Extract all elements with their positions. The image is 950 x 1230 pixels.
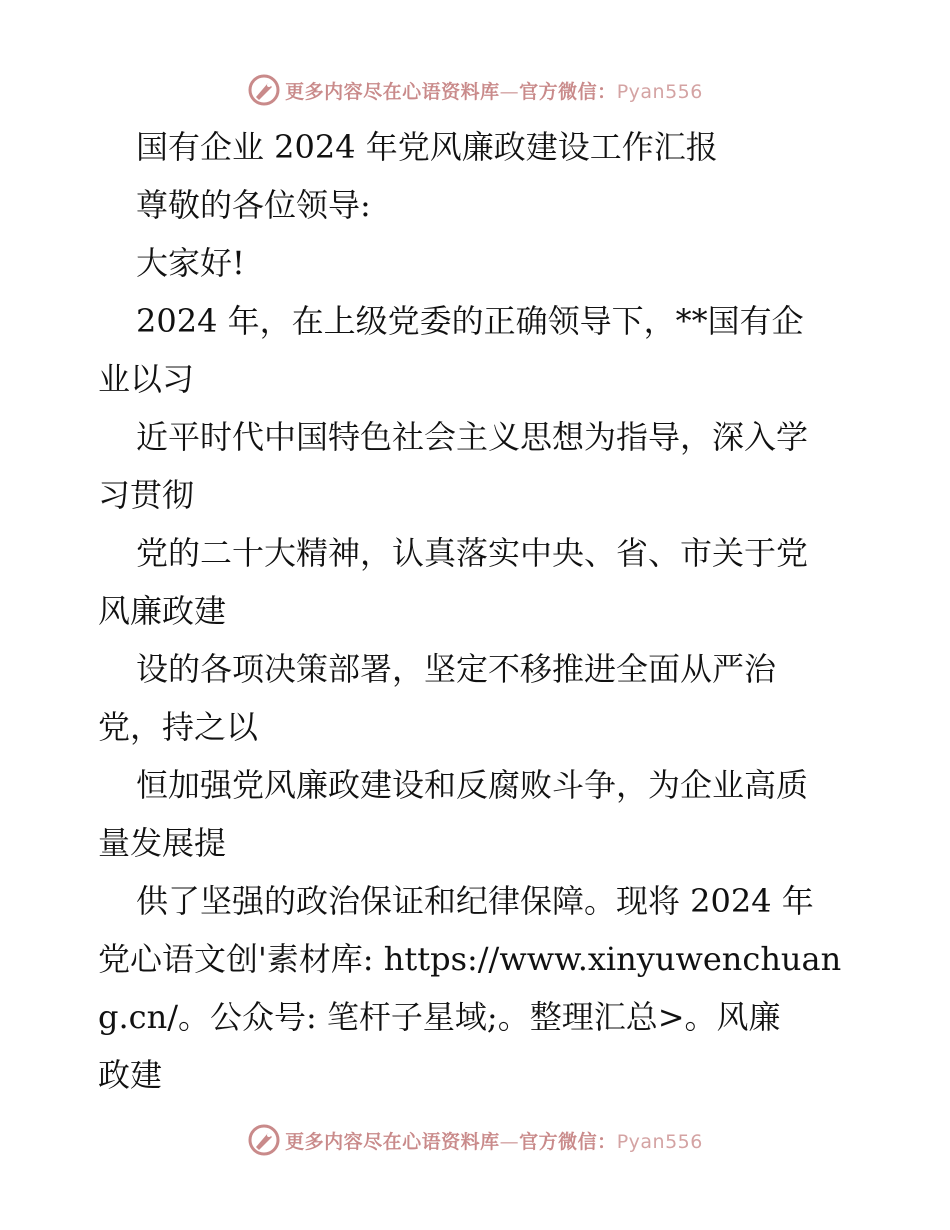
paragraph-line: g.cn/。公众号: 笔杆子星域;。整理汇总>。风廉	[98, 998, 781, 1036]
footer-watermark	[0, 1120, 950, 1160]
paragraph-line: 供了坚强的政治保证和纪律保障。现将 2024 年	[136, 882, 814, 920]
paragraph-line: 业以习	[98, 360, 195, 398]
document-body	[98, 118, 858, 1104]
paragraph-line: 量发展提	[98, 824, 227, 862]
paragraph-line: 近平时代中国特色社会主义思想为指导，深入学	[136, 418, 809, 456]
paragraph-line: 党，持之以	[98, 708, 259, 746]
paragraph-line: 政建	[98, 1056, 163, 1094]
watermark-text: 更多内容尽在心语资料库—官方微信：Pyan556	[285, 1130, 703, 1153]
pen-nib-circle-icon	[247, 73, 281, 107]
header-watermark	[0, 70, 950, 110]
paragraph-line: 党的二十大精神，认真落实中央、省、市关于党	[136, 534, 809, 572]
paragraph-line: 2024 年，在上级党委的正确领导下，**国有企	[136, 302, 804, 340]
paragraph-line: 恒加强党风廉政建设和反腐败斗争，为企业高质	[136, 766, 809, 804]
greeting: 大家好!	[136, 244, 245, 282]
paragraph-line: 习贯彻	[98, 476, 195, 514]
watermark-text: 更多内容尽在心语资料库—官方微信：Pyan556	[285, 80, 703, 103]
pen-nib-circle-icon	[247, 1123, 281, 1157]
paragraph-line: 党心语文创'素材库: https://www.xinyuwenchuan	[98, 940, 842, 978]
salutation: 尊敬的各位领导:	[136, 186, 371, 224]
paragraph-line: 风廉政建	[98, 592, 227, 630]
paragraph-line: 设的各项决策部署，坚定不移推进全面从严治	[136, 650, 777, 688]
document-title: 国有企业 2024 年党风廉政建设工作汇报	[136, 128, 718, 166]
